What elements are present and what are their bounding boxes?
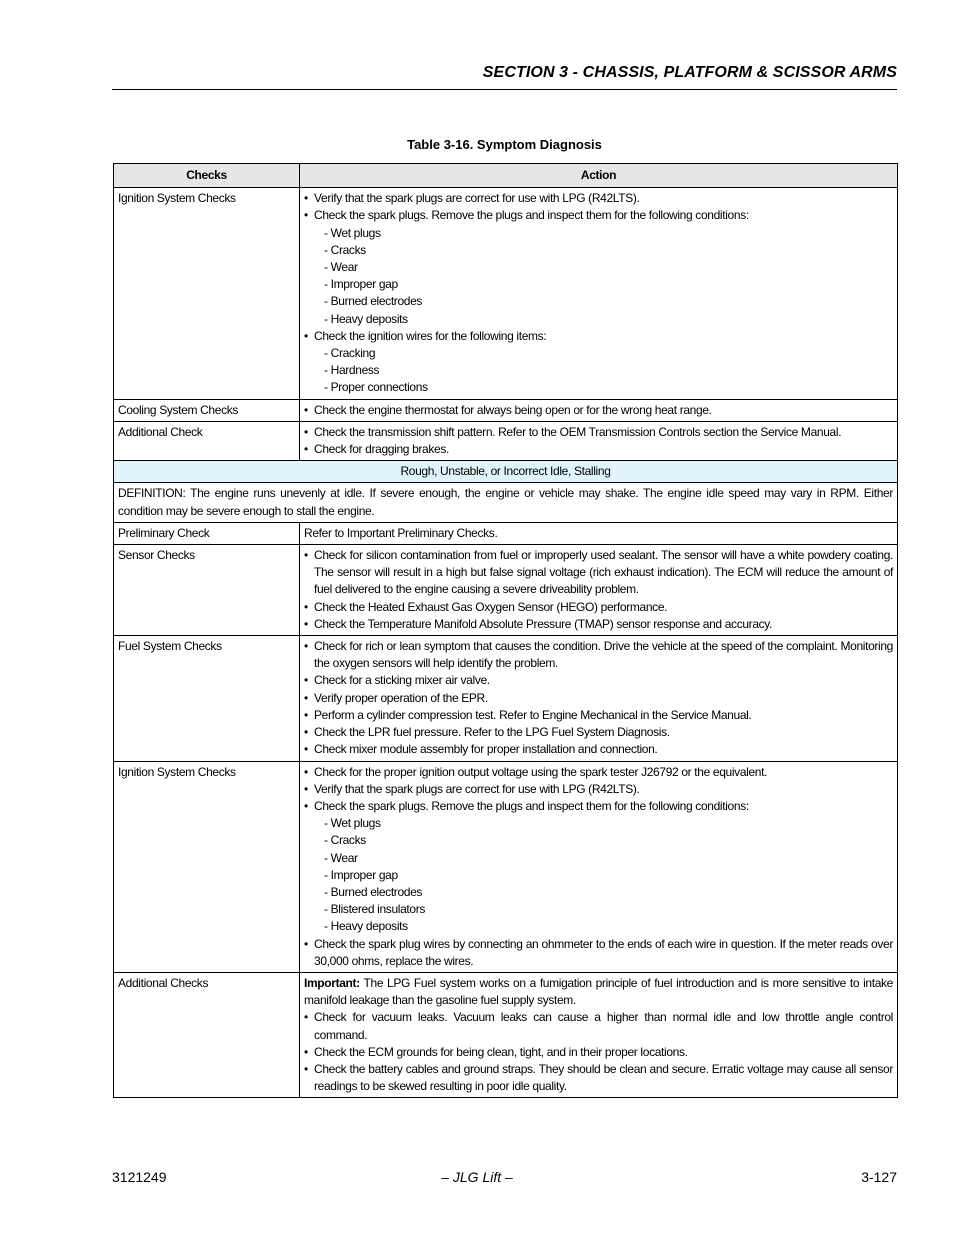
important-text: The LPG Fuel system works on a fumigation principle of fuel introduction and is more sensitive to intake manifold leakage than the gasoline fuel supply system. — [304, 975, 893, 1008]
check-label: Fuel System Checks — [114, 636, 300, 761]
table-row — [114, 972, 898, 1097]
action-bullet: • Check for the proper ignition output voltage using the spark tester J26792 or the equivalent. — [304, 764, 893, 781]
brand-footer: – JLG Lift – — [441, 1169, 513, 1185]
symptom-banner: Rough, Unstable, or Incorrect Idle, Stalling — [114, 461, 898, 483]
page-number: 3-127 — [861, 1169, 897, 1185]
sub-item: - Improper gap — [324, 867, 398, 882]
action-bullet: • Check for rich or lean symptom that causes the condition. Drive the vehicle at the speed of the complaint. Monitoring the oxygen sensors will help identify the problem. — [304, 638, 893, 672]
check-label: Additional Check — [114, 421, 300, 460]
doc-number: 3121249 — [112, 1169, 167, 1185]
sub-item: - Cracks — [324, 242, 366, 257]
sub-item: - Cracking — [324, 346, 376, 361]
section-title: SECTION 3 - CHASSIS, PLATFORM & SCISSOR ARMS — [482, 64, 897, 81]
check-label: Additional Checks — [114, 972, 300, 1097]
table-row — [114, 399, 898, 421]
action-bullet: • Check for a sticking mixer air valve. — [304, 672, 893, 689]
important-note — [304, 975, 893, 1009]
definition-text: DEFINITION: The engine runs unevenly at idle. If severe enough, the engine or vehicle may shake. The engine idle speed may vary in RPM. Either condition may be severe enough to stall the engine. — [114, 483, 898, 522]
action-bullet: • Check the Heated Exhaust Gas Oxygen Sensor (HEGO) performance. — [304, 599, 893, 616]
action-bullet: • Check the engine thermostat for always being open or for the wrong heat range. — [304, 402, 893, 419]
symptom-banner-row — [114, 461, 898, 483]
action-cell — [300, 972, 898, 1097]
sub-item: - Burned electrodes — [324, 884, 423, 899]
table-row — [114, 421, 898, 460]
table-row — [114, 522, 898, 544]
action-bullet: • Check the Temperature Manifold Absolute Pressure (TMAP) sensor response and accuracy. — [304, 616, 893, 633]
sub-item: - Hardness — [324, 363, 380, 378]
table-caption: Table 3-16. Symptom Diagnosis — [407, 137, 602, 152]
action-bullet: • Verify that the spark plugs are correct for use with LPG (R42LTS). — [304, 781, 893, 798]
action-bullet: • Check the spark plugs. Remove the plugs and inspect them for the following conditions: - Wet plugs - Cracks - Wear - Improper gap - Burned electrodes - Heavy deposits — [304, 207, 893, 327]
table-header-row — [114, 164, 898, 188]
definition-row — [114, 483, 898, 522]
action-bullet: • Check for dragging brakes. — [304, 441, 893, 458]
sub-item: - Improper gap — [324, 277, 398, 292]
sub-item: - Heavy deposits — [324, 919, 408, 934]
action-cell — [300, 421, 898, 460]
action-bullet: • Check the ignition wires for the following items: - Cracking - Hardness - Proper connections — [304, 328, 893, 397]
sub-item: - Heavy deposits — [324, 311, 408, 326]
action-bullet: • Check the ECM grounds for being clean, tight, and in their proper locations. — [304, 1044, 893, 1061]
table-row — [114, 761, 898, 972]
sub-item: - Blistered insulators — [324, 902, 426, 917]
action-cell — [300, 545, 898, 636]
action-bullet: • Verify proper operation of the EPR. — [304, 690, 893, 707]
action-bullet: • Check for vacuum leaks. Vacuum leaks can cause a higher than normal idle and low throttle angle control command. — [304, 1009, 893, 1043]
action-cell — [300, 188, 898, 399]
action-bullet: • Verify that the spark plugs are correct for use with LPG (R42LTS). — [304, 190, 893, 207]
important-label: Important: — [304, 975, 360, 990]
check-label: Sensor Checks — [114, 545, 300, 636]
action-bullet: • Check for silicon contamination from fuel or improperly used sealant. The sensor will have a white powdery coating. The sensor will result in a high but false signal voltage (rich exhaust indication). The ECM will reduce the amount of fuel delivered to the engine causing a severe driveability problem. — [304, 547, 893, 599]
symptom-diagnosis-table — [113, 163, 898, 1098]
sub-item: - Cracks — [324, 833, 366, 848]
sub-item: - Proper connections — [324, 380, 428, 395]
table-row — [114, 636, 898, 761]
sub-item: - Wet plugs — [324, 225, 381, 240]
check-label: Cooling System Checks — [114, 399, 300, 421]
action-bullet: • Perform a cylinder compression test. Refer to Engine Mechanical in the Service Manual. — [304, 707, 893, 724]
header-rule — [112, 89, 897, 90]
action-bullet: • Check mixer module assembly for proper installation and connection. — [304, 741, 893, 758]
sub-item: - Wear — [324, 850, 358, 865]
action-cell — [300, 761, 898, 972]
check-label: Preliminary Check — [114, 522, 300, 544]
action-cell — [300, 399, 898, 421]
check-label: Ignition System Checks — [114, 761, 300, 972]
table-row — [114, 188, 898, 399]
action-bullet: • Check the spark plugs. Remove the plugs and inspect them for the following conditions: - Wet plugs - Cracks - Wear - Improper gap - Burned electrodes - Blistered insulators - Heavy deposits — [304, 798, 893, 936]
action-bullet: • Check the battery cables and ground straps. They should be clean and secure. Erratic voltage may cause all sensor readings to be skewed resulting in poor idle quality. — [304, 1061, 893, 1095]
column-header-action: Action — [300, 164, 898, 188]
table-row — [114, 545, 898, 636]
action-bullet: • Check the LPR fuel pressure. Refer to the LPG Fuel System Diagnosis. — [304, 724, 893, 741]
action-bullet: • Check the spark plug wires by connecting an ohmmeter to the ends of each wire in question. If the meter reads over 30,000 ohms, replace the wires. — [304, 936, 893, 970]
sub-item: - Wear — [324, 260, 358, 275]
check-label: Ignition System Checks — [114, 188, 300, 399]
sub-item: - Wet plugs — [324, 816, 381, 831]
column-header-checks: Checks — [114, 164, 300, 188]
action-cell — [300, 636, 898, 761]
sub-item: - Burned electrodes — [324, 294, 423, 309]
action-bullet: • Check the transmission shift pattern. Refer to the OEM Transmission Controls section the Service Manual. — [304, 424, 893, 441]
action-cell: Refer to Important Preliminary Checks. — [300, 522, 898, 544]
